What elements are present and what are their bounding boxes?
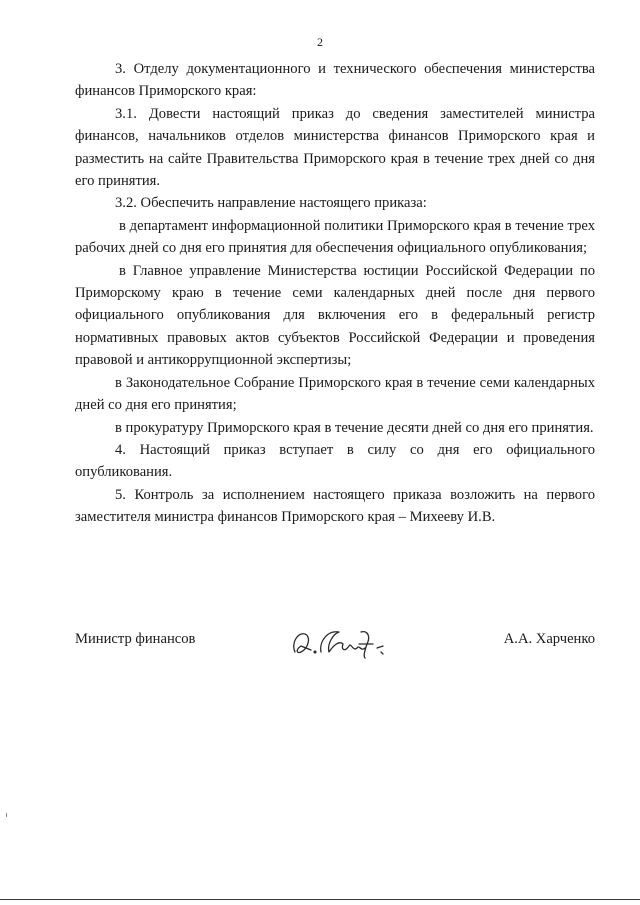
paragraph-info-policy: в департамент информационной политики Приморского края в течение трех рабочих дней со дня его принятия для обеспечения официального опубликования; <box>75 217 595 257</box>
signature-block <box>75 622 595 662</box>
paragraph-5: 5. Контроль за исполнением настоящего приказа возложить на первого заместителя министра финансов Приморского края – Михееву И.В. <box>75 486 595 526</box>
paragraph-3-2: 3.2. Обеспечить направление настоящего приказа: <box>115 195 427 212</box>
scan-mark <box>6 813 7 817</box>
paragraph-3-1: 3.1. Довести настоящий приказ до сведения заместителей министра финансов, начальников отделов министерства финансов Приморского края и разместить на сайте Правительства Приморского края в течение трех дней со дня его принятия. <box>75 105 595 190</box>
signatory-name: А.А. Харченко <box>503 631 595 647</box>
paragraph-legislative-assembly: в Законодательное Собрание Приморского края в течение семи календарных дней со дня его принятия; <box>75 374 595 414</box>
paragraph-ministry-justice: в Главное управление Министерства юстиции Российской Федерации по Приморскому краю в течение семи календарных дней после дня первого официального опубликования для включения его в федеральный регистр нормативных правовых актов субъектов Российской Федерации и проведения правовой и антикоррупционной экспертизы; <box>75 262 595 369</box>
paragraph-4: 4. Настоящий приказ вступает в силу со дня его официального опубликования. <box>75 441 595 481</box>
bottom-rule <box>0 899 640 900</box>
paragraph-3: 3. Отделу документационного и технического обеспечения министерства финансов Приморского края: <box>75 61 595 100</box>
signatory-title: Министр финансов <box>75 631 196 647</box>
page-number: 2 <box>317 35 323 49</box>
handwritten-signature <box>287 622 397 662</box>
paragraph-prosecutor: в прокуратуру Приморского края в течение десяти дней со дня его принятия. <box>115 419 594 436</box>
document-body <box>75 58 595 529</box>
